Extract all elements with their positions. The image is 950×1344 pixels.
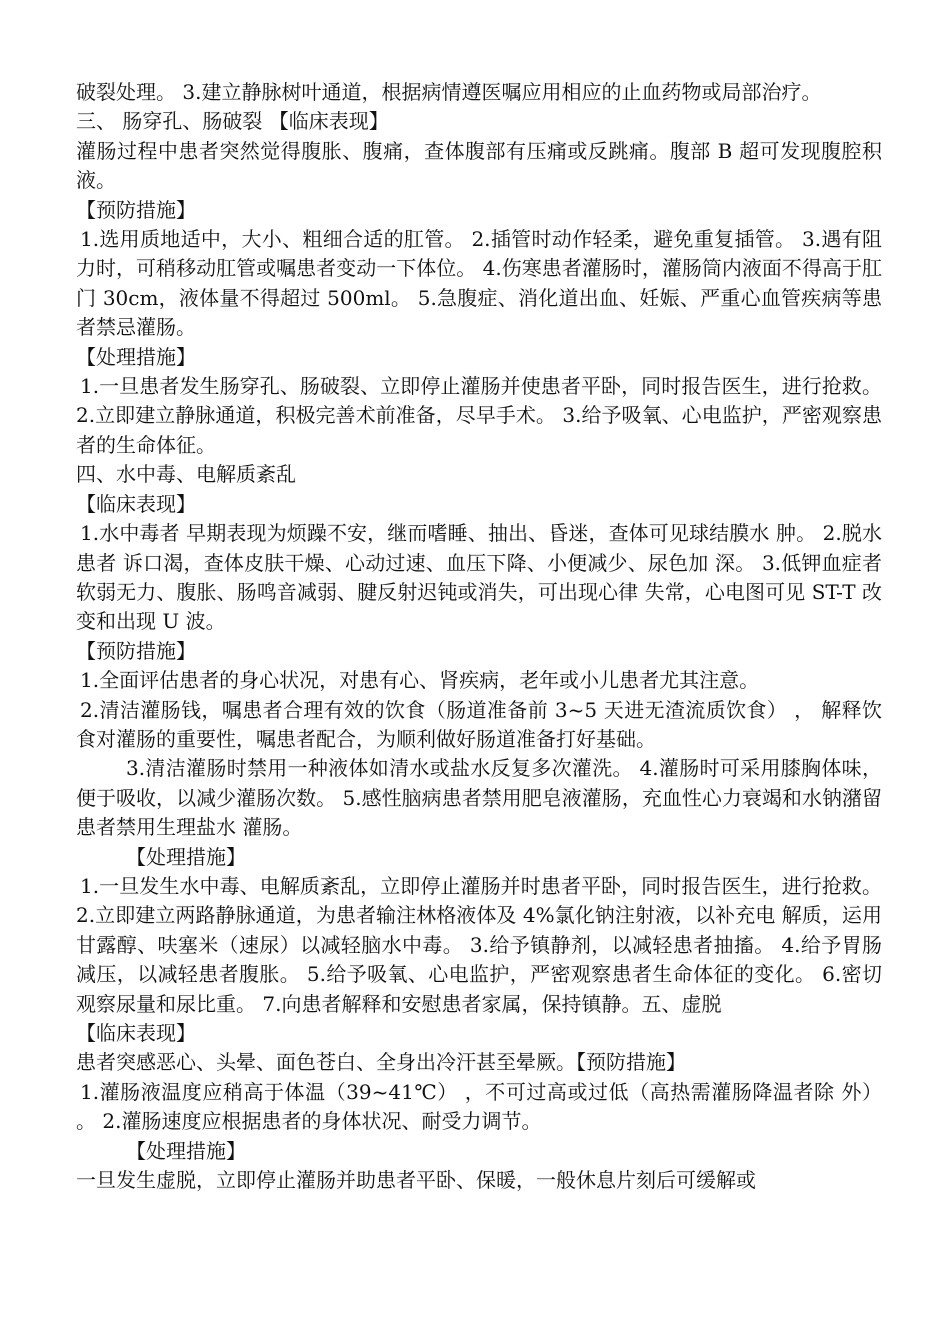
paragraph-water-treatment: 1.一旦发生水中毒、电解质紊乱，立即停止灌肠并时患者平卧，同时报告医生，进行抢救。 2.立即建立两路静脉通道，为患者输注林格液体及 4%氯化钠注射液，以补充电 解质，运用甘露醇、呋塞米（速尿）以减轻脑水中毒。 3.给予镇静剂，以减轻患者抽搐。 4.给予胃肠减压，以减轻患者腹胀。 5.给予吸氧、心电监护，严密观察患者生命体征的变化。 6.密切观察尿量和尿比重。 7.向患者解释和安慰患者家属，保持镇静。五、虚脱: [76, 873, 882, 1016]
section-heading-water-intoxication: 四、水中毒、电解质紊乱: [76, 462, 296, 487]
paragraph-perforation-treatment: 1.一旦患者发生肠穿孔、肠破裂、立即停止灌肠并使患者平卧，同时报告医生，进行抢救。 2.立即建立静脉通道，积极完善术前准备，尽早手术。 3.给予吸氧、心电监护，严密观察患者的生命体征。: [76, 374, 882, 457]
subheading-treatment: 【处理措施】: [76, 344, 196, 369]
subheading-prevention: 【预防措施】: [76, 638, 196, 663]
subheading-prevention: 【预防措施】: [76, 197, 196, 222]
subheading-treatment: 【处理措施】: [126, 844, 246, 869]
document-body: [76, 78, 882, 1195]
paragraph-collapse-clinical: 患者突感恶心、头晕、面色苍白、全身出冷汗甚至晕厥。【预防措施】: [76, 1050, 686, 1075]
paragraph-collapse-treatment: 一旦发生虚脱，立即停止灌肠并助患者平卧、保暖，一般休息片刻后可缓解或: [76, 1168, 756, 1193]
paragraph-perforation-clinical: 灌肠过程中患者突然觉得腹胀、腹痛，查体腹部有压痛或反跳痛。腹部 B 超可发现腹腔积液。: [76, 138, 882, 193]
paragraph-hemorrhage-treatment-end: 破裂处理。 3.建立静脉树叶通道，根据病情遵医嘱应用相应的止血药物或局部治疗。: [76, 80, 822, 104]
subheading-treatment: 【处理措施】: [126, 1138, 246, 1163]
paragraph-water-intoxication-clinical: 1.水中毒者 早期表现为烦躁不安，继而嗜睡、抽出、昏迷，查体可见球结膜水 肿。 2.脱水患者 诉口渴，查体皮肤干燥、心动过速、血压下降、小便减少、尿色加 深。 3.低钾血症者 软弱无力、腹胀、肠鸣音减弱、腱反射迟钝或消失，可出现心律 失常，心电图可见 ST-T 改变和出现 U 波。: [76, 521, 882, 634]
subheading-clinical: 【临床表现】: [76, 1021, 196, 1045]
paragraph-water-prevention-1: 1.全面评估患者的身心状况，对患有心、肾疾病，老年或小儿患者尤其注意。: [80, 668, 760, 693]
subheading-clinical: 【临床表现】: [76, 491, 196, 516]
section-heading-perforation: 三、 肠穿孔、肠破裂 【临床表现】: [76, 109, 389, 134]
paragraph-perforation-prevention: 1.选用质地适中，大小、粗细合适的肛管。 2.插管时动作轻柔，避免重复插管。 3.遇有阻力时，可稍移动肛管或嘱患者变动一下体位。 4.伤寒患者灌肠时，灌肠筒内液面不得高于肛门 30cm，液体量不得超过 500ml。 5.急腹症、消化道出血、妊娠、严重心血管疾病等患者禁忌灌肠。: [76, 227, 882, 340]
paragraph-water-prevention-2: 2.清洁灌肠钱，嘱患者合理有效的饮食（肠道准备前 3~5 天进无渣流质饮食） ， 解释饮食对灌肠的重要性，嘱患者配合，为顺利做好肠道准备打好基础。: [76, 697, 882, 751]
paragraph-collapse-prevention: 1.灌肠液温度应稍高于体温（39~41℃） ，不可过高或过低（高热需灌肠降温者除 外） 。 2.灌肠速度应根据患者的身体状况、耐受力调节。: [76, 1079, 882, 1134]
paragraph-water-prevention-3: 3.清洁灌肠时禁用一种液体如清水或盐水反复多次灌洗。 4.灌肠时可采用膝胸体味，便于吸收，以减少灌肠次数。 5.感性脑病患者禁用肥皂液灌肠，充血性心力衰竭和水钠潴留患者禁用生理盐水 灌肠。: [76, 756, 882, 840]
